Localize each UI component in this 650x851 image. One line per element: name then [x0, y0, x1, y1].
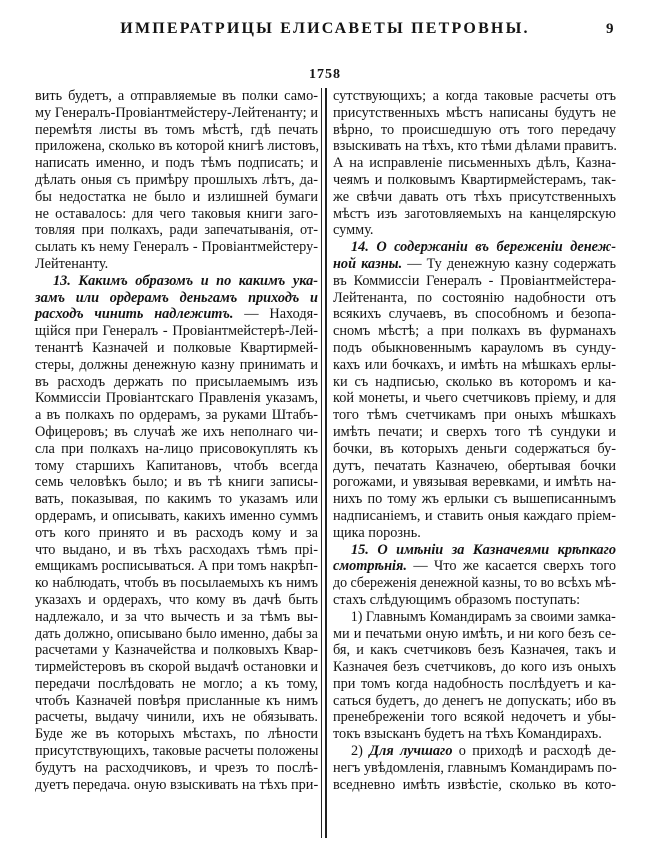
body-text: мѣстъ изъ заготовляемыхъ на канцелярскую: [333, 205, 616, 222]
body-text: передачи послѣдовать не могло; а къ тому,: [35, 675, 318, 692]
body-text: вѣрно, то происшедшую отъ того передачу: [333, 121, 616, 138]
text-line: [333, 525, 616, 542]
text-line: [333, 138, 616, 155]
body-text: чеямъ и полковымъ Квартирмейстерамъ, так-: [333, 171, 616, 188]
body-text: тирмейстеровъ въ скорой выдачѣ остановки и: [35, 659, 318, 676]
text-line: [333, 743, 616, 760]
body-text: Лейтенанту.: [35, 255, 109, 272]
body-text: о приходѣ и расходѣ де-: [452, 743, 616, 760]
text-line: [35, 609, 318, 626]
body-text: емщикамъ росписываться. А при томъ накрѣп-: [35, 558, 318, 575]
text-line: [35, 290, 318, 307]
text-line: [333, 709, 616, 726]
column-divider: [321, 88, 327, 838]
text-line: [35, 256, 318, 273]
body-text: токъ взысканъ будетъ на тѣхъ Командирахъ.: [333, 726, 602, 743]
body-text: ки съ надписью, сколько въ которомъ и ка-: [333, 373, 616, 390]
body-text: Коммиссіи Провіантскаго Правленія указамъ,: [35, 390, 318, 407]
text-line: [35, 155, 318, 172]
body-text: бя, и какъ счетчиковъ безъ Казначея, такъ и: [333, 642, 616, 659]
body-text: не оставалось: для чего таковыя книги заго-: [35, 205, 318, 222]
text-line: [333, 558, 616, 575]
text-line: [333, 626, 616, 643]
body-text: Казначея безъ счетчиковъ, до кого изъ оныхъ: [333, 659, 616, 676]
text-line: [333, 323, 616, 340]
italic-heading-text: 14. О содержаніи въ береженіи денеж-: [351, 239, 616, 256]
body-text: чтобъ Казначей повѣря присланные къ нимъ: [35, 692, 318, 709]
body-text: тенантѣ Казначей и полковые Квартирмей-: [35, 339, 318, 356]
text-line: [35, 709, 318, 726]
text-line: [333, 256, 616, 273]
text-line: [333, 122, 616, 139]
text-line: [35, 525, 318, 542]
body-text: дѣлать оныя съ примѣру прошлыхъ лѣтъ, да-: [35, 171, 318, 188]
italic-heading-text: ной казны.: [333, 255, 403, 272]
text-line: [333, 222, 616, 239]
text-line: [35, 206, 318, 223]
body-text: товляя при полкахъ, ради запечатыванія, от-: [35, 222, 318, 239]
body-text: всякихъ случаевъ, въ способномъ и безопа-: [333, 306, 616, 323]
body-text: дуетъ передача. оную взыскивать на тѣхъ при-: [35, 776, 319, 793]
body-text: будутъ на расходчиковъ, и чрезъ то послѣ-: [35, 759, 318, 776]
year-heading: 1758: [309, 67, 341, 82]
text-line: [35, 508, 318, 525]
body-text: му Генералъ-Провіантмейстеру-Лейтенанту; и: [35, 104, 318, 121]
text-line: [333, 491, 616, 508]
body-text: перемѣтя листы въ томъ мѣстѣ, гдѣ печать: [35, 121, 318, 138]
body-text: до сбереженія денежной казны, то во всѣхъ мѣ-: [333, 575, 616, 592]
text-line: [333, 239, 616, 256]
text-line: [35, 323, 318, 340]
text-line: [35, 441, 318, 458]
body-text: — Находя-: [233, 306, 318, 323]
text-line: [333, 760, 616, 777]
text-line: [333, 474, 616, 491]
italic-heading-text: 13. Какимъ образомъ и по какимъ ука-: [53, 272, 318, 289]
text-line: [35, 777, 318, 794]
text-line: [35, 239, 318, 256]
text-line: [333, 592, 616, 609]
text-line: [333, 642, 616, 659]
text-line: [333, 273, 616, 290]
body-text: тому старшихъ Капитановъ, чтобъ всегда: [35, 457, 318, 474]
text-line: [35, 743, 319, 760]
text-line: [35, 575, 318, 592]
body-text: взыскивать на тѣхъ, кто тѣми дѣлами правитъ.: [333, 138, 617, 155]
text-line: [35, 172, 318, 189]
text-line: [333, 575, 616, 592]
text-line: [35, 88, 318, 105]
text-line: [35, 760, 318, 777]
body-text: имѣть печати; и сверхъ того тѣ сундуки и: [333, 423, 616, 440]
body-text: присутственныхъ мѣстъ написаны будутъ не: [333, 104, 616, 121]
running-header: ИМПЕРАТРИЦЫ ЕЛИСАВЕТЫ ПЕТРОВНЫ.: [120, 20, 530, 37]
body-text: а въ полкахъ по ордерамъ, за руками Штабъ-: [35, 407, 318, 424]
body-text: бочки, въ которыхъ деньги содержаться бу-: [333, 440, 616, 457]
text-line: [35, 659, 318, 676]
body-text: ордерамъ, и описывать, какихъ именно суммъ: [35, 507, 318, 524]
text-line: [35, 138, 318, 155]
text-line: [333, 340, 616, 357]
body-text: присутствующихъ, таковые расчеты положены: [35, 743, 319, 760]
body-text: стеры, должны денежную казну принимать и: [35, 356, 318, 373]
text-line: [35, 458, 318, 475]
text-line: [333, 542, 616, 559]
body-text: отъ кого принято и въ расходъ кому и за: [35, 524, 318, 541]
right-column: [333, 88, 616, 793]
text-line: [35, 122, 318, 139]
text-line: [333, 693, 616, 710]
body-text: 1) Главнымъ Командирамъ за своими замка-: [350, 608, 616, 625]
body-text: приложена, сколько въ которой книгѣ листовъ,: [35, 138, 320, 155]
body-text: семь человѣкъ было; и въ тѣ книги записы-: [35, 474, 318, 491]
body-text: 2): [351, 743, 370, 760]
text-line: [333, 290, 616, 307]
body-text: же свѣчи давать отъ тѣхъ присутственныхъ: [333, 188, 616, 205]
text-line: [35, 726, 318, 743]
body-text: сылать къ нему Генералъ - Провіантмейстеру-: [35, 239, 318, 256]
body-text: бы недостатка не было и излишней бумаги: [35, 188, 318, 205]
text-line: [35, 105, 318, 122]
body-text: кой монеты, и чьего счетчиковъ пріему, и для: [333, 390, 616, 407]
body-text: вить будетъ, а отправляемые въ полки само-: [35, 88, 318, 104]
body-text: стахъ слѣдующимъ образомъ поступать:: [333, 591, 581, 608]
text-line: [333, 659, 616, 676]
body-text: — Что же касается сверхъ того: [406, 558, 616, 575]
body-text: при томъ когда надобность послѣдуетъ и ка-: [333, 675, 616, 692]
body-text: сумму.: [333, 222, 374, 239]
text-line: [35, 273, 318, 290]
body-text: того тѣмъ счетчикамъ при оныхъ мѣшкахъ: [333, 407, 616, 424]
text-line: [333, 726, 616, 743]
body-text: Буде же въ которыхъ мѣстахъ, по лѣности: [35, 726, 318, 743]
text-line: [35, 222, 318, 239]
body-text: расчетами у Казначейства и полковыхъ Квар-: [35, 642, 318, 659]
text-line: [333, 777, 616, 794]
body-text: нихъ по тому жъ ерлыки съ вышеписаннымъ: [333, 491, 616, 508]
body-text: расчеты, выдачу чинили, ихъ не обязывать.: [35, 709, 318, 726]
text-line: [333, 508, 616, 525]
text-line: [35, 189, 318, 206]
text-line: [35, 491, 318, 508]
body-text: Офицеровъ; въ случаѣ же ихъ неполнаго чи-: [35, 423, 318, 440]
body-text: сутствующихъ; а когда таковые расчеты отъ: [333, 88, 616, 104]
body-text: саться будетъ, до денегъ не допускать; ибо въ: [333, 692, 616, 709]
text-line: [333, 676, 616, 693]
italic-heading-text: расходъ чинить надлежитъ.: [35, 306, 234, 323]
text-line: [333, 407, 616, 424]
body-text: сномъ мѣстѣ; а при полкахъ въ фурманахъ: [333, 323, 616, 340]
text-line: [35, 374, 318, 391]
text-line: [333, 206, 616, 223]
text-line: [35, 592, 318, 609]
text-line: [35, 306, 318, 323]
text-line: [333, 172, 616, 189]
body-text: указахъ и ордерахъ, что кому въ дачѣ быть: [35, 591, 318, 608]
body-text: надписаніемъ, и ставить оныя каждаго пріем-: [333, 507, 616, 524]
left-column: [35, 88, 318, 793]
text-line: [35, 625, 318, 643]
text-line: [35, 558, 318, 575]
text-line: [333, 357, 616, 374]
body-text: щика порознь.: [333, 524, 421, 541]
italic-heading-text: замъ или ордерамъ деньгамъ приходъ и: [35, 289, 318, 306]
italic-heading-text: Для лучшаго: [369, 743, 453, 760]
text-line: [333, 458, 616, 475]
text-line: [35, 693, 318, 710]
body-text: ко наблюдать, чтобъ въ посылаемыхъ къ нимъ: [35, 575, 318, 592]
text-line: [333, 441, 616, 458]
body-text: вседневно имѣть извѣстіе, сколько въ кото-: [333, 776, 616, 793]
body-text: дутъ, печатать Казначею, обертывая бочки: [333, 457, 616, 474]
body-text: ми и печатьми оную имѣть, и ни кого безъ се-: [333, 625, 616, 642]
body-text: Лейтенанта, по состоянію надобности отъ: [333, 289, 616, 306]
body-text: дать должно, описывано было именно, дабы за: [35, 625, 318, 642]
body-text: рогожами, и увязывая веревками, и имѣть на-: [333, 474, 616, 491]
text-line: [333, 608, 616, 626]
text-line: [35, 390, 318, 407]
body-text: кахъ или бочкахъ, и имѣть на мѣшкахъ ерлы-: [333, 356, 616, 373]
body-text: пренебреженіи того всякой недочетъ и убы-: [333, 709, 616, 726]
body-text: что выдано, и въ тѣхъ расходахъ тѣмъ прі-: [35, 541, 318, 558]
body-text: вать, показывая, по какимъ то указамъ или: [35, 491, 318, 508]
body-text: негъ увѣдомленія, главнымъ Командирамъ по-: [333, 759, 617, 776]
body-text: сла при полкахъ на-лицо присовокуплять къ: [35, 440, 318, 457]
text-line: [333, 374, 616, 391]
text-line: [35, 474, 318, 491]
page-number: 9: [606, 21, 614, 37]
italic-heading-text: 15. О имѣніи за Казначеями крѣпкаго: [351, 541, 616, 558]
text-line: [35, 676, 318, 693]
body-text: надлежало, и за что вычесть и за тѣмъ вы-: [35, 608, 318, 625]
body-text: въ Коммиссіи Генералъ - Провіантмейстера-: [333, 272, 616, 289]
body-text: въ расходъ держать по присылаемымъ изъ: [35, 373, 318, 390]
text-line: [35, 407, 318, 424]
text-line: [333, 155, 616, 172]
body-text: А на исправленіе письменныхъ дѣлъ, Казна-: [333, 155, 616, 172]
body-text: — Ту денежную казну содержать: [402, 255, 616, 272]
text-line: [333, 88, 616, 105]
body-text: написать именно, и подъ тѣмъ подписать; и: [35, 155, 318, 172]
body-text: щійся при Генералъ - Провіантмейстерѣ-Лей-: [35, 323, 318, 340]
text-line: [35, 340, 318, 357]
text-line: [35, 642, 318, 659]
text-line: [333, 306, 616, 323]
body-text: подъ обыкновеннымъ карауломъ въ сунду-: [333, 339, 616, 356]
text-line: [333, 424, 616, 441]
text-line: [333, 390, 616, 407]
text-line: [35, 424, 318, 441]
text-line: [35, 357, 318, 374]
text-line: [35, 542, 318, 559]
italic-heading-text: смотрѣнія.: [333, 558, 407, 575]
text-line: [333, 105, 616, 122]
text-line: [333, 189, 616, 206]
